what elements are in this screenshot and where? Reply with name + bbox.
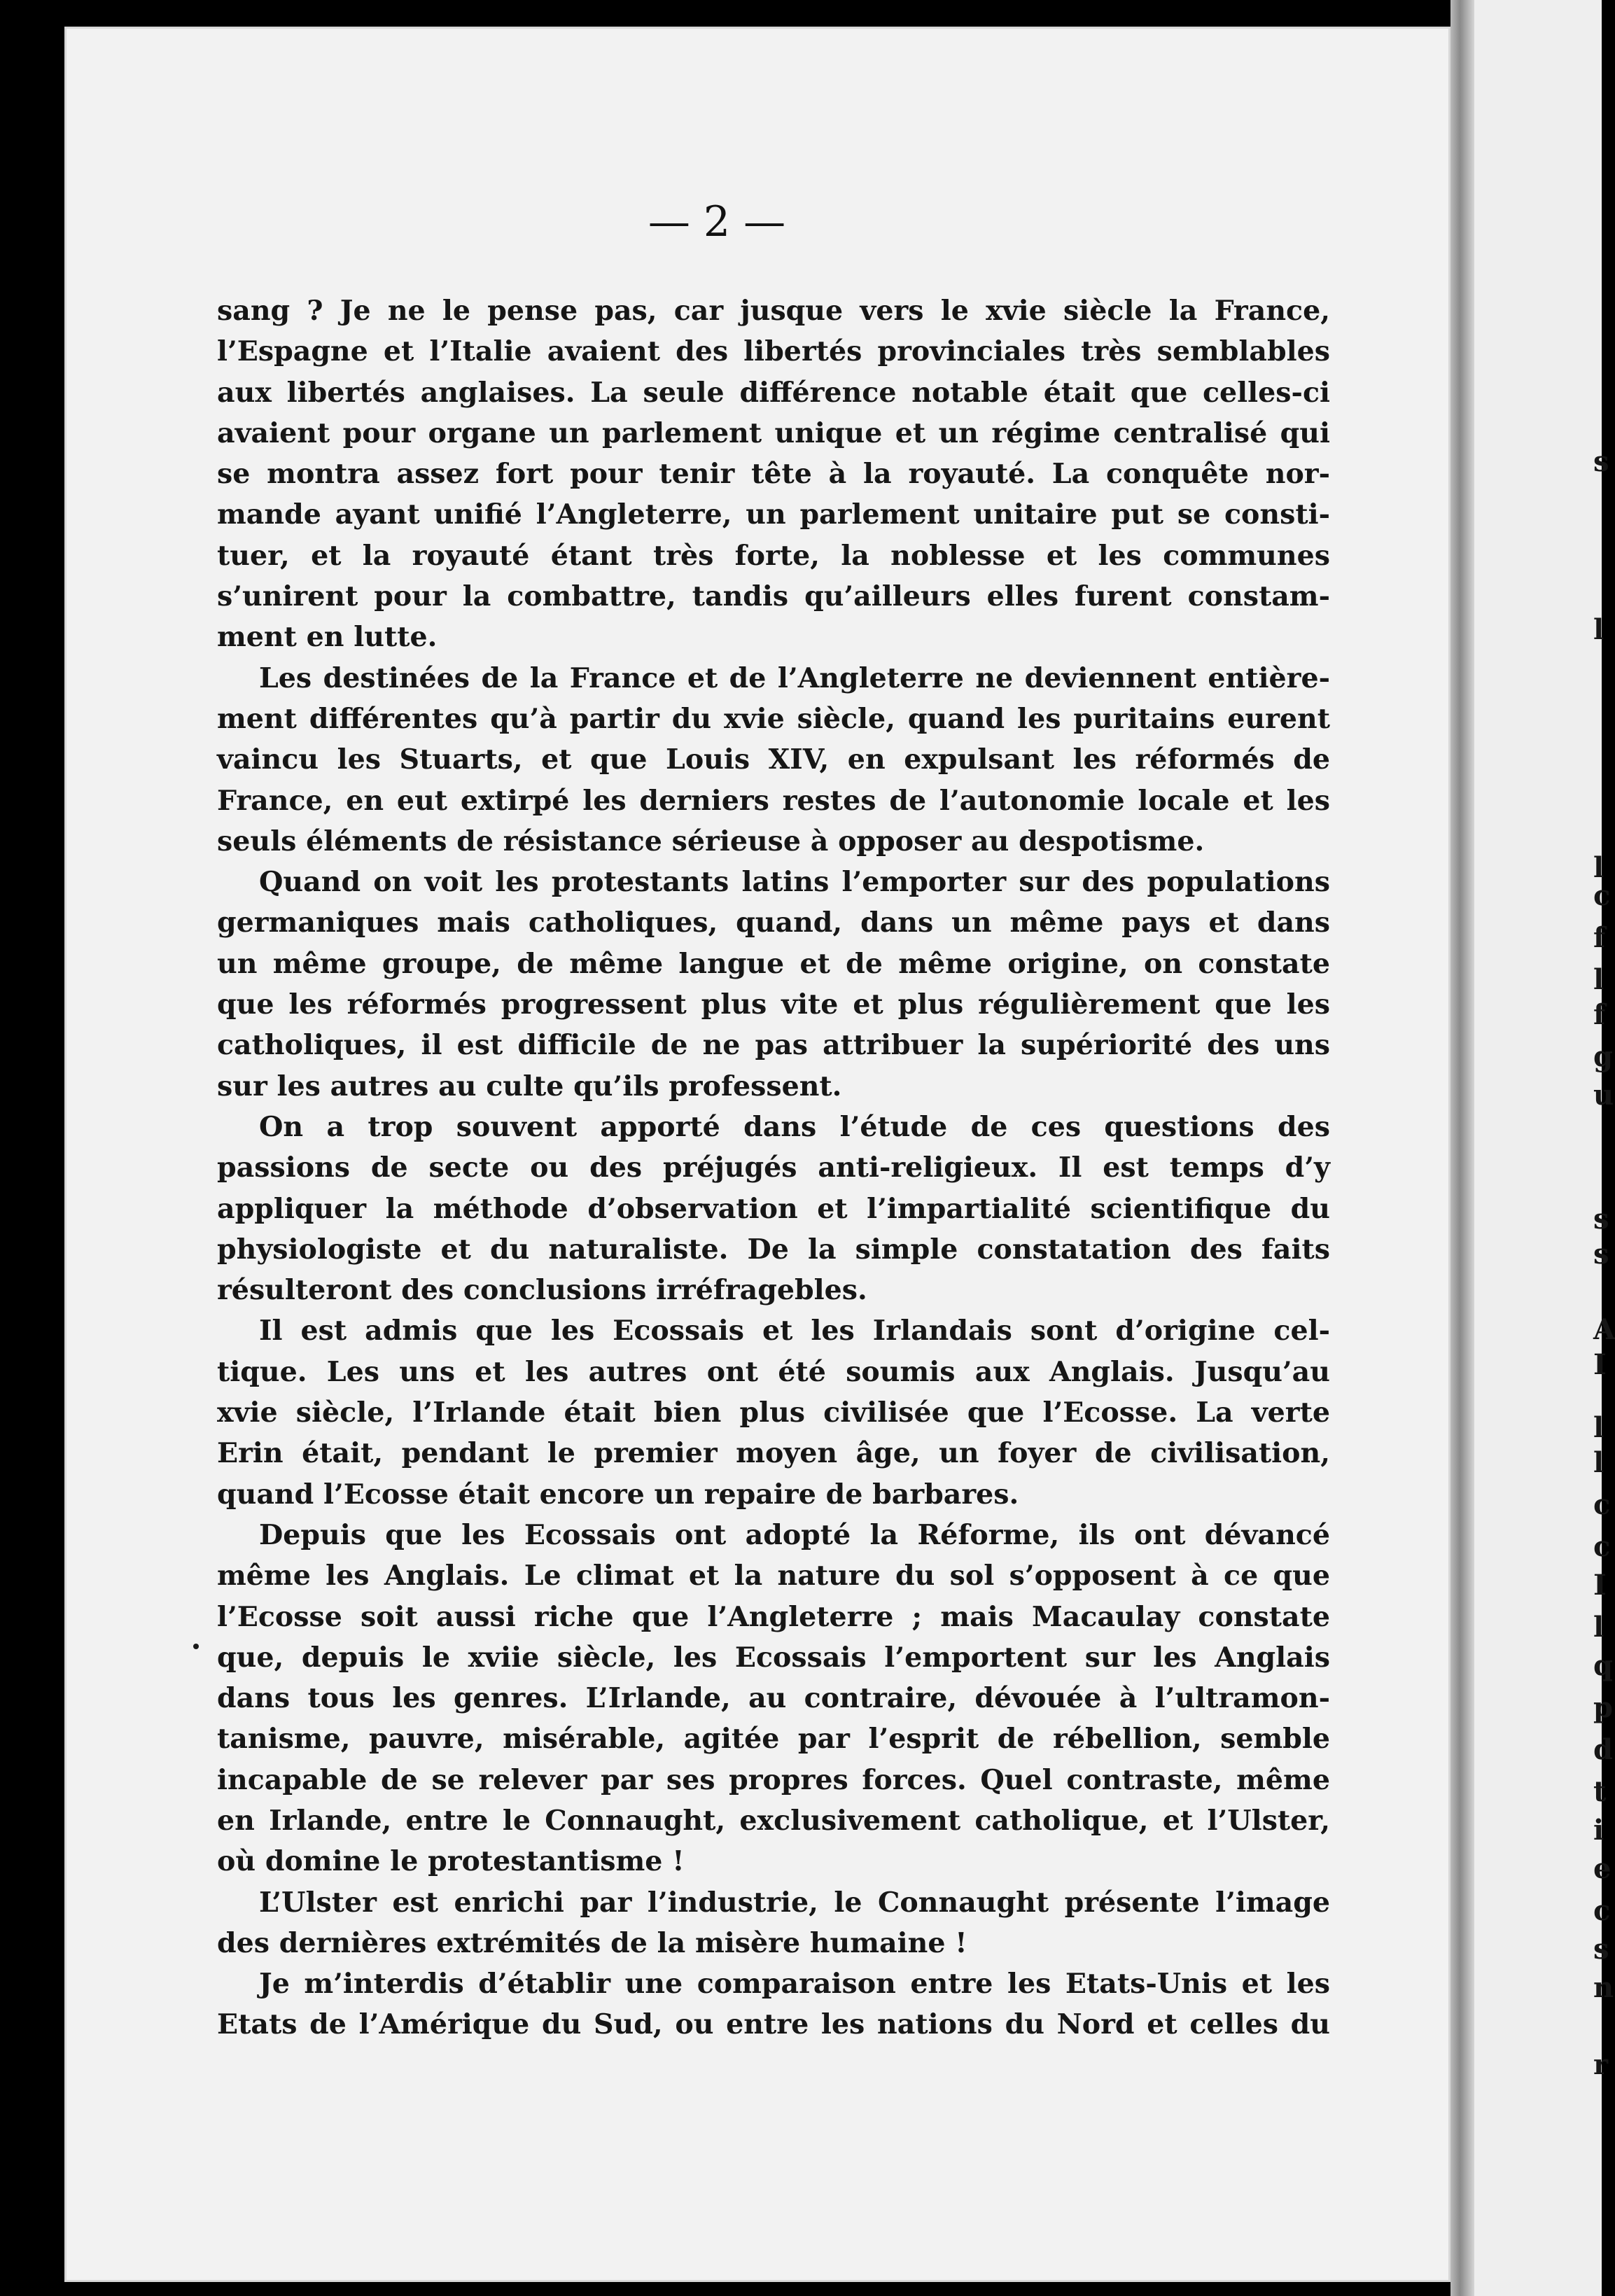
edge-char: g	[1593, 1040, 1613, 1073]
edge-char: d	[1593, 1733, 1613, 1766]
edge-char: c	[1593, 879, 1611, 912]
edge-char: n	[1593, 1971, 1614, 2004]
edge-char: s	[1593, 445, 1609, 478]
text-line: France, en eut extirpé les derniers restes de l’autonomie locale et les	[217, 784, 1330, 817]
edge-char: f	[1593, 921, 1606, 954]
edge-char: s	[1593, 1238, 1609, 1270]
text-line: L’Ulster est enrichi par l’industrie, le Connaught présente l’image	[259, 1886, 1330, 1919]
edge-char: s	[1593, 1933, 1609, 1966]
page-number	[0, 197, 1602, 246]
edge-char: c	[1593, 1894, 1611, 1927]
text-line: appliquer la méthode d’observation et l’impartialité scientifique du	[217, 1192, 1330, 1225]
text-line: même les Anglais. Le climat et la nature du sol s’opposent à ce que	[217, 1560, 1330, 1592]
text-line: mande ayant unifié l’Angleterre, un parlement unitaire put se consti-	[217, 498, 1330, 531]
text-line: que, depuis le xviie siècle, les Ecossais l’emportent sur les Anglais	[217, 1641, 1330, 1674]
text-line: Quand on voit les protestants latins l’emporter sur des populations	[259, 866, 1330, 899]
text-line: Erin était, pendant le premier moyen âge, un foyer de civilisation,	[217, 1437, 1330, 1470]
text-line: tique. Les uns et les autres ont été soumis aux Anglais. Jusqu’au	[217, 1355, 1330, 1388]
text-line: des dernières extrémités de la misère humaine !	[217, 1926, 967, 1959]
text-line: où domine le protestantisme !	[217, 1845, 685, 1878]
text-line: physiologiste et du naturaliste. De la simple constatation des faits	[217, 1233, 1330, 1266]
text-line: xvie siècle, l’Irlande était bien plus civilisée que l’Ecosse. La verte	[217, 1396, 1330, 1429]
text-line: vaincu les Stuarts, et que Louis XIV, en expulsant les réformés de	[217, 743, 1330, 776]
text-line: l’Ecosse soit aussi riche que l’Angleterre ; mais Macaulay constate	[217, 1600, 1330, 1633]
edge-char: I	[1593, 1569, 1607, 1602]
text-line: aux libertés anglaises. La seule différence notable était que celles-ci	[217, 376, 1330, 409]
text-line: un même groupe, de même langue et de même origine, on constate	[217, 947, 1330, 980]
edge-char: l	[1593, 1446, 1604, 1479]
text-line: l’Espagne et l’Italie avaient des libertés provinciales très semblables	[217, 335, 1330, 368]
book-gutter	[1450, 0, 1474, 2296]
text-line: On a trop souvent apporté dans l’étude de ces questions des	[259, 1110, 1330, 1143]
text-line: germaniques mais catholiques, quand, dans un même pays et dans	[217, 906, 1330, 939]
edge-char: u	[1593, 1079, 1614, 1112]
text-line: Etats de l’Amérique du Sud, ou entre les nations du Nord et celles du	[217, 2008, 1330, 2041]
text-line: tanisme, pauvre, misérable, agitée par l’esprit de rébellion, semble	[217, 1723, 1330, 1756]
edge-char: s	[1593, 1203, 1609, 1236]
text-line: quand l’Ecosse était encore un repaire de barbares.	[217, 1478, 1019, 1511]
edge-char: l	[1593, 851, 1604, 884]
text-line: passions de secte ou des préjugés anti-religieux. Il est temps d’y	[217, 1152, 1330, 1184]
edge-char: c	[1593, 1488, 1611, 1521]
text-line: s’unirent pour la combattre, tandis qu’ailleurs elles furent constam-	[217, 580, 1330, 613]
edge-char: i	[1593, 1814, 1604, 1847]
body-text	[217, 290, 1330, 2045]
text-line: Depuis que les Ecossais ont adopté la Réforme, ils ont dévancé	[259, 1518, 1330, 1551]
edge-char: l	[1593, 613, 1604, 646]
text-line: avaient pour organe un parlement unique et un régime centralisé qui	[217, 416, 1330, 449]
text-line: seuls éléments de résistance sérieuse à opposer au despotisme.	[217, 825, 1205, 858]
text-line: ment en lutte.	[217, 621, 438, 654]
text-line: incapable de se relever par ses propres forces. Quel contraste, même	[217, 1763, 1330, 1796]
text-line: se montra assez fort pour tenir tête à la royauté. La conquête nor-	[217, 458, 1330, 491]
edge-char: A	[1593, 1313, 1615, 1346]
text-line: en Irlande, entre le Connaught, exclusivement catholique, et l’Ulster,	[217, 1804, 1330, 1837]
edge-char: f	[1593, 998, 1606, 1031]
edge-char: q	[1593, 1649, 1613, 1682]
text-line: ment différentes qu’à partir du xvie siècle, quand les puritains eurent	[217, 702, 1330, 735]
ink-speck	[193, 1644, 199, 1649]
text-line: dans tous les genres. L’Irlande, au contraire, dévouée à l’ultramon-	[217, 1682, 1330, 1715]
text-line: catholiques, il est difficile de ne pas attribuer la supériorité des uns	[217, 1029, 1330, 1062]
text-line: que les réformés progressent plus vite et plus régulièrement que les	[217, 988, 1330, 1021]
edge-char: c	[1593, 1530, 1611, 1563]
edge-char: l	[1593, 1411, 1604, 1444]
text-line: Les destinées de la France et de l’Angleterre ne deviennent entière-	[259, 662, 1330, 694]
edge-char: I	[1593, 1348, 1607, 1381]
text-line: Je m’interdis d’établir une comparaison entre les Etats-Unis et les	[259, 1968, 1330, 2001]
text-line: Il est admis que les Ecossais et les Irlandais sont d’origine cel-	[259, 1315, 1330, 1348]
edge-char: l	[1593, 1611, 1604, 1644]
edge-char: r	[1593, 2048, 1609, 2081]
page-number-text: — 2 —	[648, 197, 786, 246]
edge-char: p	[1593, 1691, 1613, 1724]
text-line: sang ? Je ne le pense pas, car jusque vers le xvie siècle la France,	[217, 295, 1330, 327]
edge-char: t	[1593, 1775, 1607, 1808]
text-line: sur les autres au culte qu’ils professent.	[217, 1070, 842, 1102]
edge-char: e	[1593, 1852, 1611, 1885]
facing-page-edge	[1474, 0, 1615, 2296]
text-line: tuer, et la royauté étant très forte, la noblesse et les communes	[217, 539, 1330, 572]
edge-char: l	[1593, 963, 1604, 996]
text-line: résulteront des conclusions irréfragebles.	[217, 1274, 867, 1307]
